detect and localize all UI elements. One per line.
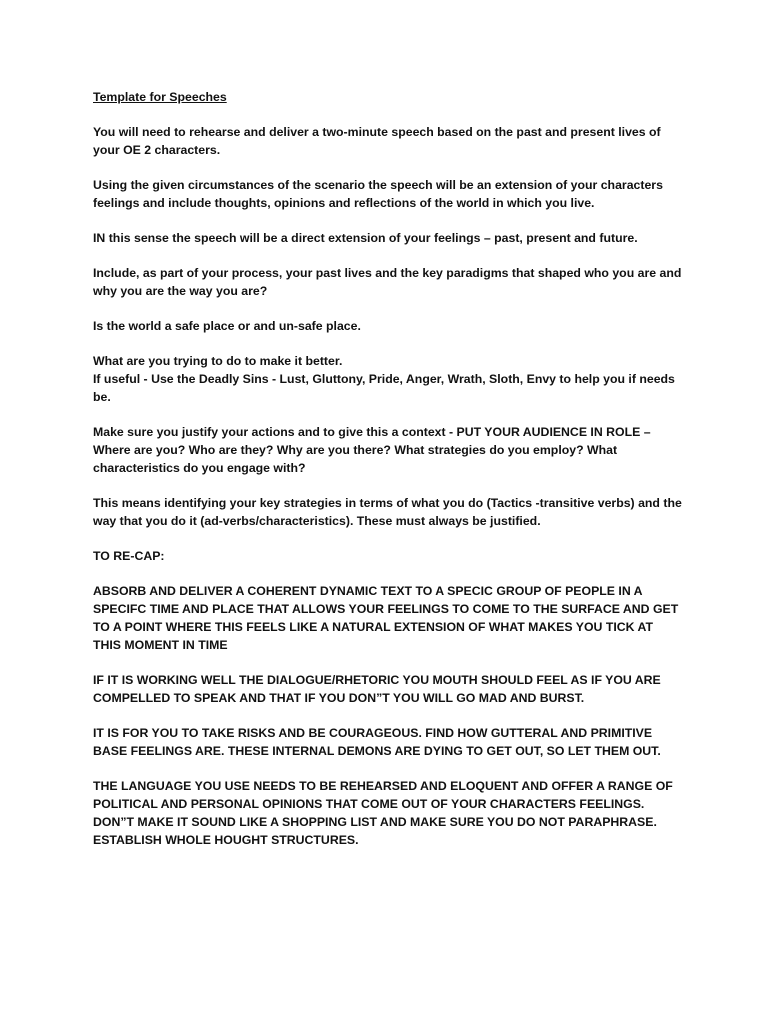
paragraph-text: You will need to rehearse and deliver a two-minute speech based on the past and present lives of your OE 2 characters. (93, 125, 661, 157)
paragraph-text: Using the given circumstances of the scenario the speech will be an extension of your characters feelings and include thoughts, opinions and reflections of the world in which you live. (93, 178, 663, 210)
paragraph-text: This means identifying your key strategies in terms of what you do (Tactics -transitive verbs) and the way that you do it (ad-verbs/characteristics). These must always be justified. (93, 496, 682, 528)
paragraph-text: IF IT IS WORKING WELL THE DIALOGUE/RHETORIC YOU MOUTH SHOULD FEEL AS IF YOU ARE COMPELLED TO SPEAK AND THAT IF YOU DON”T YOU WILL GO MAD AND BURST. (93, 673, 661, 705)
paragraph-9 (93, 547, 683, 565)
document-body (93, 88, 683, 866)
paragraph-12 (93, 724, 683, 760)
paragraph-3 (93, 229, 683, 247)
paragraph-text: THE LANGUAGE YOU USE NEEDS TO BE REHEARSED AND ELOQUENT AND OFFER A RANGE OF POLITICAL AND PERSONAL OPINIONS THAT COME OUT OF YOUR CHARACTERS FEELINGS. DON”T MAKE IT SOUND LIKE A SHOPPING LIST AND MAKE SURE YOU DO NOT PARAPHRASE. ESTABLISH WHOLE HOUGHT STRUCTURES. (93, 779, 673, 847)
paragraph-text: What are you trying to do to make it better. (93, 354, 343, 368)
paragraph-4 (93, 264, 683, 300)
paragraph-text: IT IS FOR YOU TO TAKE RISKS AND BE COURAGEOUS. FIND HOW GUTTERAL AND PRIMITIVE BASE FEELINGS ARE. THESE INTERNAL DEMONS ARE DYING TO GET OUT, SO LET THEM OUT. (93, 726, 661, 758)
paragraph-8 (93, 494, 683, 530)
paragraph-5 (93, 317, 683, 335)
paragraph-7 (93, 423, 683, 477)
paragraph-text: Make sure you justify your actions and to give this a context - PUT YOUR AUDIENCE IN ROLE – Where are you? Who are they? Why are you there? What strategies do you employ? What characteristics do you engage with? (93, 425, 651, 475)
paragraph-text: Is the world a safe place or and un-safe place. (93, 319, 361, 333)
paragraph-1 (93, 123, 683, 159)
paragraph-text: ABSORB AND DELIVER A COHERENT DYNAMIC TEXT TO A SPECIC GROUP OF PEOPLE IN A SPECIFC TIME AND PLACE THAT ALLOWS YOUR FEELINGS TO COME TO THE SURFACE AND GET TO A POINT WHERE THIS FEELS LIKE A NATURAL EXTENSION OF WHAT MAKES YOU TICK AT THIS MOMENT IN TIME (93, 584, 679, 652)
paragraph-text: IN this sense the speech will be a direct extension of your feelings – past, present and future. (93, 231, 638, 245)
paragraph-11 (93, 671, 683, 707)
paragraph-2 (93, 176, 683, 212)
paragraph-6 (93, 352, 683, 406)
paragraph-13 (93, 777, 683, 849)
paragraph-text: If useful - Use the Deadly Sins - Lust, Gluttony, Pride, Anger, Wrath, Sloth, Envy to help you if needs be. (93, 372, 675, 404)
document-title: Template for Speeches (93, 90, 227, 104)
recap-heading: TO RE-CAP: (93, 549, 165, 563)
paragraph-text: Include, as part of your process, your past lives and the key paradigms that shaped who you are and why you are the way you are? (93, 266, 682, 298)
paragraph-10 (93, 582, 683, 654)
